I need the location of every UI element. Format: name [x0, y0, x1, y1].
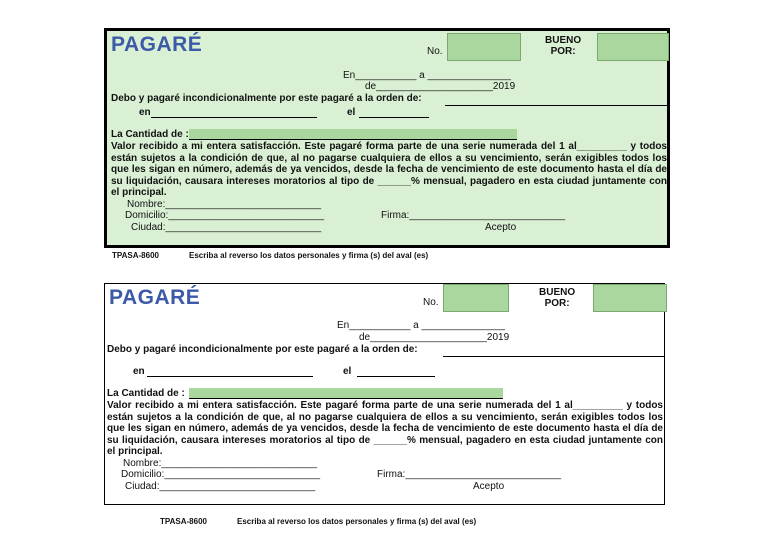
- domicilio-line[interactable]: Domicilio:____________________________: [121, 469, 321, 480]
- pagare-title: PAGARÉ: [111, 33, 203, 56]
- domicilio-line[interactable]: Domicilio:____________________________: [125, 210, 325, 221]
- cantidad-field[interactable]: [189, 388, 503, 399]
- bueno-por-label: [545, 35, 581, 57]
- beneficiary-line[interactable]: [443, 356, 665, 357]
- en-line[interactable]: [147, 376, 313, 377]
- bueno-text: BUENO: [539, 287, 576, 298]
- acepto-label: Acepto: [485, 222, 517, 233]
- firma-line[interactable]: Firma:____________________________: [381, 210, 566, 221]
- body-paragraph: Valor recibido a mi entera satisfacción. Este pagaré forma parte de una serie numerada del 1 al_________ y todos están sujetos a la condición de que, al no pagarse cualquiera de ellos a su vencimiento, serán exigibles todos los que les sigan en número, además de ya vencidos, desde la fecha de vencimiento de este documento hasta el día de su liquidación, causara intereses moratorios al tipo de ______% mensual, pagadero en esta ciudad juntamente con el principal.: [107, 400, 663, 457]
- no-label: No.: [423, 297, 439, 308]
- el-label: el: [343, 366, 352, 377]
- place-date-line[interactable]: En___________ a _______________: [343, 70, 511, 81]
- footer-code: TPASA-8600: [112, 251, 159, 260]
- footer-1: [112, 251, 428, 260]
- por-text: POR:: [544, 298, 570, 309]
- por-text: POR:: [550, 46, 576, 57]
- amount-field[interactable]: [593, 284, 667, 312]
- pagare-title: PAGARÉ: [109, 286, 201, 309]
- pagare-form-1: [104, 28, 670, 248]
- en-label: en: [133, 366, 145, 377]
- cantidad-label: La Cantidad de :: [111, 129, 189, 140]
- amount-field[interactable]: [597, 33, 669, 61]
- bueno-por-label: [539, 287, 575, 309]
- beneficiary-line[interactable]: [445, 105, 667, 106]
- ciudad-line[interactable]: Ciudad:____________________________: [125, 481, 316, 492]
- en-line[interactable]: [151, 117, 317, 118]
- no-field[interactable]: [443, 284, 509, 312]
- pagare-form-2: [104, 283, 665, 505]
- footer-text: Escriba al reverso los datos personales y firma (s) del aval (es): [188, 251, 429, 260]
- el-line[interactable]: [357, 376, 435, 377]
- footer-code: TPASA-8600: [160, 517, 207, 526]
- place-date-line[interactable]: En___________ a _______________: [337, 320, 505, 331]
- acepto-label: Acepto: [473, 481, 505, 492]
- body-paragraph: Valor recibido a mi entera satisfacción. Este pagaré forma parte de una serie numerada del 1 al_________ y todos están sujetos a la condición de que, al no pagarse cualquiera de ellos a su vencimiento, serán exigibles todos los que les sigan en número, además de ya vencidos, desde la fecha de vencimiento de este documento hasta el día de su liquidación, causara intereses moratorios al tipo de ______% mensual, pagadero en esta ciudad juntamente con el principal.: [111, 141, 667, 198]
- el-label: el: [347, 107, 356, 118]
- cantidad-field[interactable]: [189, 129, 517, 140]
- nombre-line[interactable]: Nombre:____________________________: [123, 458, 318, 469]
- no-field[interactable]: [447, 33, 521, 61]
- footer-2: [160, 517, 476, 526]
- year-line[interactable]: de_____________________2019: [359, 332, 510, 343]
- debo-text: Debo y pagaré incondicionalmente por este pagaré a la orden de:: [107, 344, 418, 355]
- year-line[interactable]: de_____________________2019: [365, 81, 516, 92]
- footer-text: Escriba al reverso los datos personales y firma (s) del aval (es): [236, 517, 477, 526]
- en-label: en: [139, 107, 151, 118]
- ciudad-line[interactable]: Ciudad:____________________________: [131, 222, 322, 233]
- no-label: No.: [427, 46, 443, 57]
- nombre-line[interactable]: Nombre:____________________________: [127, 199, 322, 210]
- debo-text: Debo y pagaré incondicionalmente por este pagaré a la orden de:: [111, 93, 422, 104]
- bueno-text: BUENO: [545, 35, 582, 46]
- firma-line[interactable]: Firma:____________________________: [377, 469, 562, 480]
- el-line[interactable]: [359, 117, 429, 118]
- cantidad-label: La Cantidad de :: [107, 388, 185, 399]
